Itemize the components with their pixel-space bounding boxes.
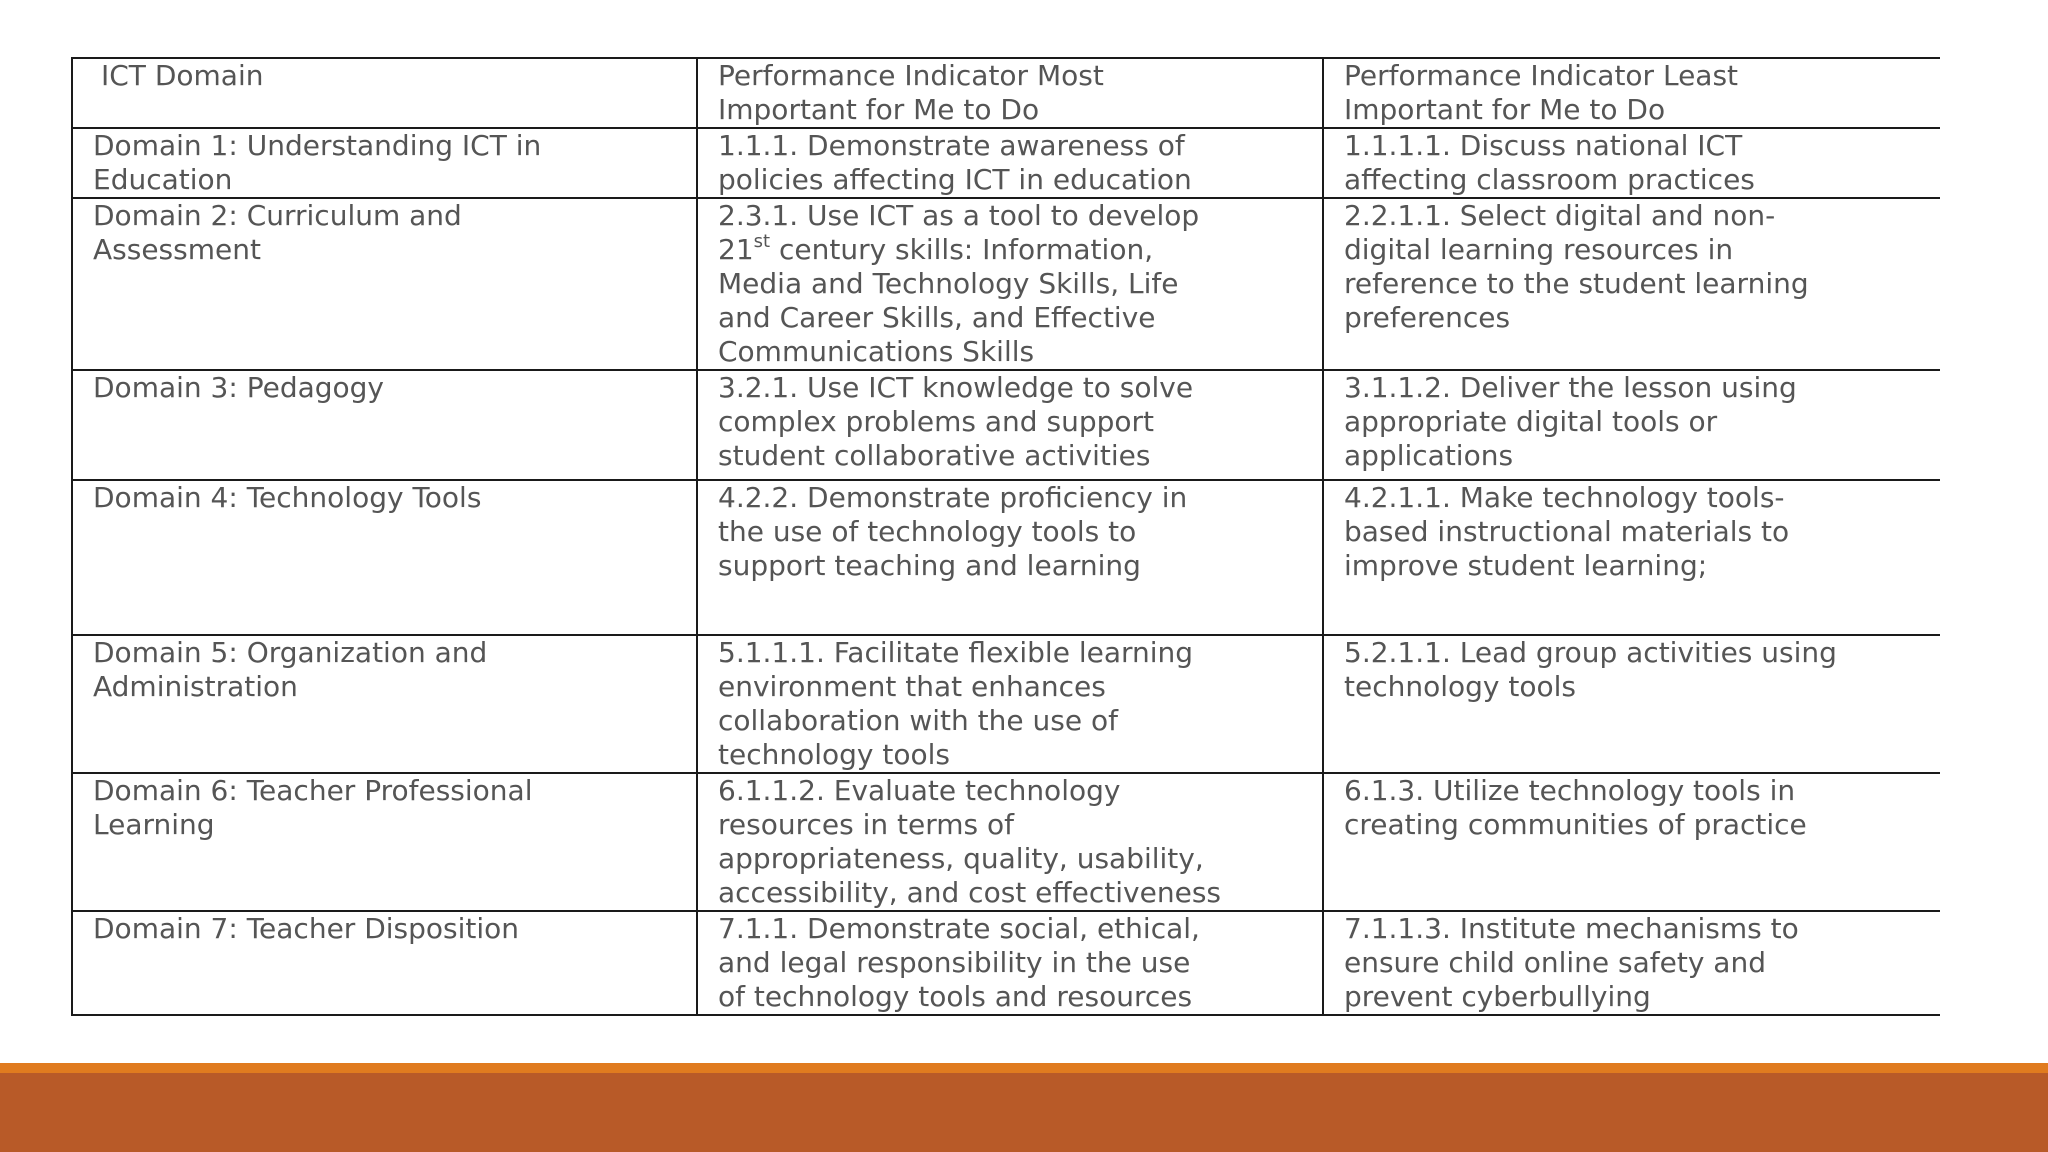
header-least-important: Performance Indicator Least Important for Me to Do	[1323, 58, 1940, 128]
least-important-cell: 2.2.1.1. Select digital and non- digital learning resources in reference to the student learning preferences	[1323, 198, 1940, 370]
least-important-cell: 6.1.3. Utilize technology tools in creating communities of practice	[1323, 773, 1940, 911]
table-row-domain-7	[72, 911, 1940, 1015]
table-row-domain-5	[72, 635, 1940, 773]
table-row-domain-3	[72, 370, 1940, 480]
least-important-cell: 5.2.1.1. Lead group activities using technology tools	[1323, 635, 1940, 773]
most-important-cell: 4.2.2. Demonstrate proficiency in the use of technology tools to support teaching and learning	[697, 480, 1323, 635]
domain-cell: Domain 5: Organization and Administration	[72, 635, 697, 773]
table-row-domain-1	[72, 128, 1940, 198]
footer-accent-band	[0, 1063, 2048, 1073]
table-row-domain-6	[72, 773, 1940, 911]
domain-cell: Domain 3: Pedagogy	[72, 370, 697, 480]
most-important-cell: 1.1.1. Demonstrate awareness of policies affecting ICT in education	[697, 128, 1323, 198]
header-most-important: Performance Indicator Most Important for Me to Do	[697, 58, 1323, 128]
table-header-row	[72, 58, 1940, 128]
table-row-domain-2	[72, 198, 1940, 370]
least-important-cell: 3.1.1.2. Deliver the lesson using appropriate digital tools or applications	[1323, 370, 1940, 480]
domain-cell: Domain 2: Curriculum and Assessment	[72, 198, 697, 370]
domain-cell: Domain 4: Technology Tools	[72, 480, 697, 635]
domain-cell: Domain 1: Understanding ICT in Education	[72, 128, 697, 198]
table-row-domain-4	[72, 480, 1940, 635]
ordinal-superscript: st	[753, 231, 771, 252]
most-important-text-suffix: century skills: Information, Media and Technology Skills, Life and Career Skills, and Effective Communications Skills	[718, 233, 1179, 368]
footer-band	[0, 1073, 2048, 1152]
domain-cell: Domain 6: Teacher Professional Learning	[72, 773, 697, 911]
ict-domain-table	[71, 57, 1940, 1016]
least-important-cell: 1.1.1.1. Discuss national ICT affecting classroom practices	[1323, 128, 1940, 198]
most-important-cell: 3.2.1. Use ICT knowledge to solve complex problems and support student collaborative activities	[697, 370, 1323, 480]
most-important-text-prefix: 2.3.1. Use ICT as a tool to develop 21	[718, 199, 1200, 266]
least-important-cell: 4.2.1.1. Make technology tools- based instructional materials to improve student learning;	[1323, 480, 1940, 635]
most-important-cell	[697, 198, 1323, 370]
most-important-cell: 5.1.1.1. Facilitate flexible learning environment that enhances collaboration with the use of technology tools	[697, 635, 1323, 773]
most-important-cell: 6.1.1.2. Evaluate technology resources in terms of appropriateness, quality, usability, accessibility, and cost effectiveness	[697, 773, 1323, 911]
header-ict-domain: ICT Domain	[72, 58, 697, 128]
domain-cell: Domain 7: Teacher Disposition	[72, 911, 697, 1015]
least-important-cell: 7.1.1.3. Institute mechanisms to ensure child online safety and prevent cyberbullying	[1323, 911, 1940, 1015]
most-important-cell: 7.1.1. Demonstrate social, ethical, and legal responsibility in the use of technology tools and resources	[697, 911, 1323, 1015]
